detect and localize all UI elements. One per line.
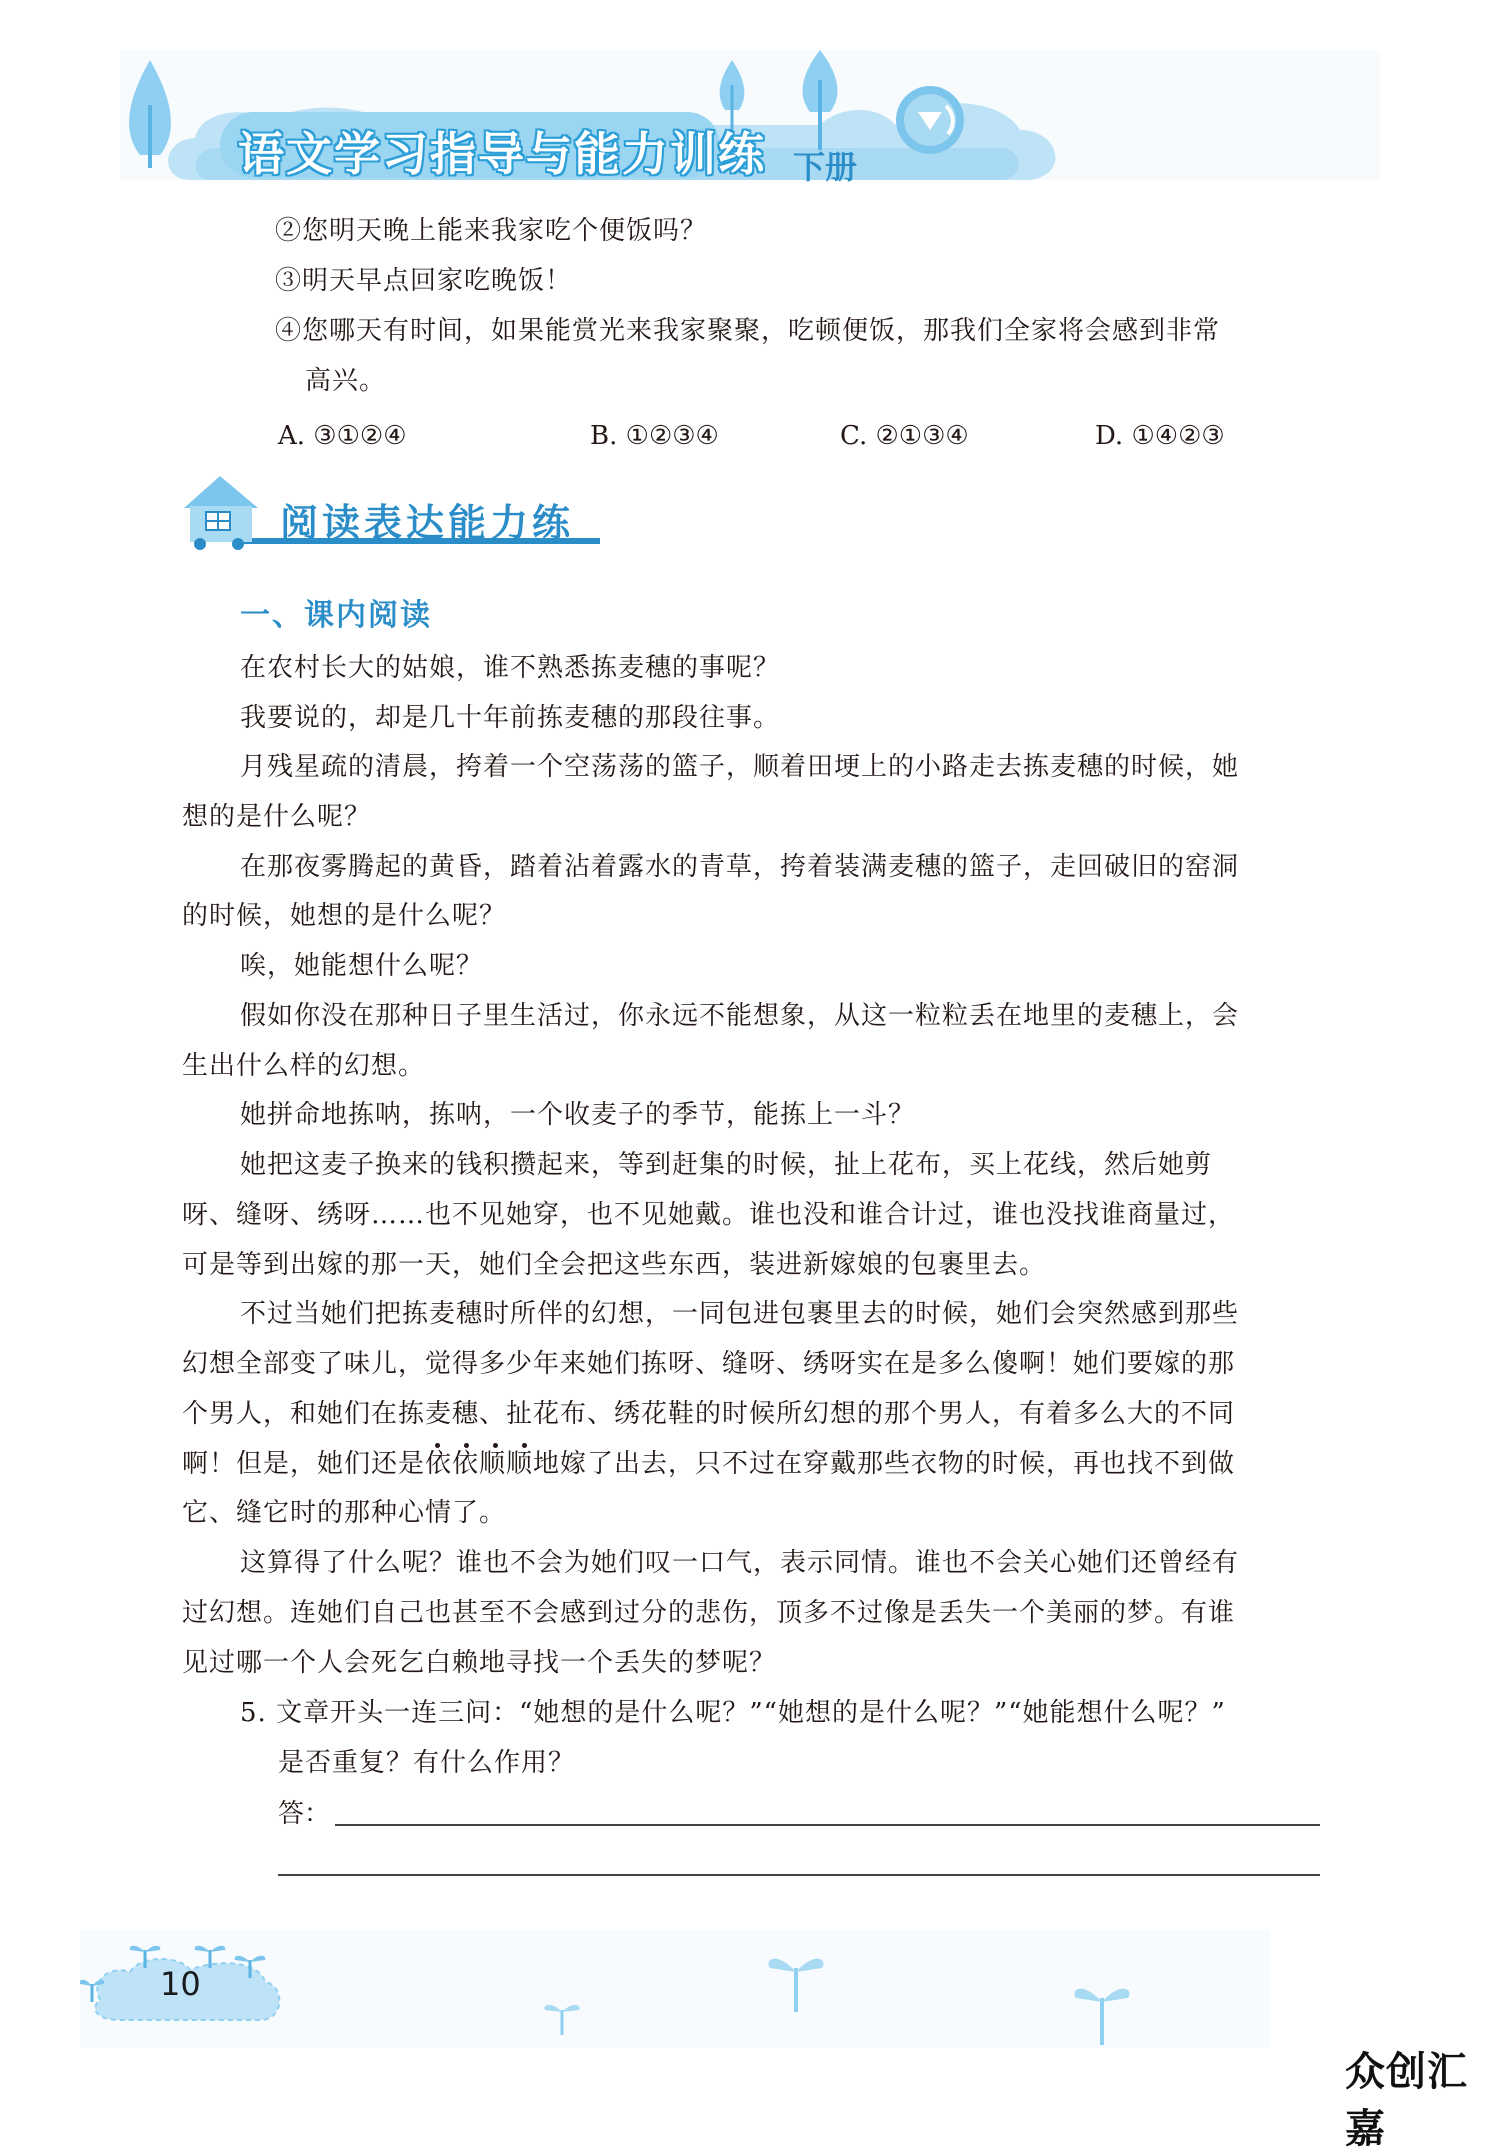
emphasized-text: 依依顺顺 (425, 1449, 534, 1479)
emphasis-dot (435, 1443, 440, 1448)
page-number: 10 (160, 1965, 201, 2003)
passage-paragraph-8-line-3: 可是等到出嫁的那一天，她们全会把这些东西，装进新嫁娘的包裹里去。 (182, 1250, 1047, 1280)
passage-paragraph-8-line-1: 她把这麦子换来的钱积攒起来，等到赶集的时候，扯上花布，买上花线，然后她剪 (240, 1150, 1213, 1180)
section-title: 阅读表达能力练 (280, 500, 575, 545)
volume-label: 下册 (793, 148, 858, 186)
passage-paragraph-9-line-4 (182, 1446, 1235, 1482)
passage-paragraph-8-line-2: 呀、缝呀、绣呀……也不见她穿，也不见她戴。谁也没和谁合计过，谁也没找谁商量过， (182, 1200, 1236, 1230)
passage-paragraph-3-line-2: 想的是什么呢？ (182, 802, 372, 832)
passage-paragraph-10-line-3: 见过哪一个人会死乞白赖地寻找一个丢失的梦呢？ (182, 1648, 777, 1678)
question-5-line-2: 是否重复？有什么作用？ (278, 1748, 576, 1778)
emphasized-phrase (425, 1449, 533, 1479)
passage-paragraph-10-line-2: 过幻想。连她们自己也甚至不会感到过分的悲伤，顶多不过像是丢失一个美丽的梦。有谁 (182, 1598, 1236, 1628)
emphasis-dot (493, 1443, 498, 1448)
passage-paragraph-9-line-1: 不过当她们把拣麦穗时所伴的幻想，一同包进包裹里去的时候，她们会突然感到那些 (240, 1299, 1240, 1329)
passage-paragraph-2: 我要说的，却是几十年前拣麦穗的那段往事。 (240, 703, 781, 733)
option-2: ②您明天晚上能来我家吃个便饭吗？ (275, 216, 708, 246)
header-banner (120, 50, 1380, 185)
choice-a: A. ③①②④ (278, 421, 407, 451)
book-title: 语文学习指导与能力训练 (238, 127, 766, 181)
answer-line-2[interactable] (278, 1874, 1320, 1876)
option-4-line-2: 高兴。 (305, 366, 387, 396)
passage-paragraph-5: 唉，她能想什么呢？ (240, 951, 484, 981)
passage-paragraph-9-line-2: 幻想全部变了味儿，觉得多少年来她们拣呀、缝呀、绣呀实在是多么傻啊！她们要嫁的那 (182, 1349, 1236, 1379)
section-banner (180, 470, 600, 552)
passage-paragraph-6-line-1: 假如你没在那种日子里生活过，你永远不能想象，从这一粒粒丢在地里的麦穗上，会 (240, 1001, 1240, 1031)
choice-c: C. ②①③④ (840, 421, 969, 451)
passage-text: 地嫁了出去，只不过在穿戴那些衣物的时候，再也找不到做 (533, 1449, 1236, 1479)
option-4-line-1: ④您哪天有时间，如果能赏光来我家聚聚，吃顿便饭，那我们全家将会感到非常 (275, 316, 1221, 346)
choice-b: B. ①②③④ (590, 421, 719, 451)
watermark-logo: 众创汇嘉 (1345, 2049, 1468, 2152)
option-3: ③明天早点回家吃晚饭！ (275, 266, 573, 296)
passage-paragraph-4-line-1: 在那夜雾腾起的黄昏，踏着沾着露水的青草，挎着装满麦穗的篮子，走回破旧的窑洞 (240, 852, 1240, 882)
passage-paragraph-10-line-1: 这算得了什么呢？谁也不会为她们叹一口气，表示同情。谁也不会关心她们还曾经有 (240, 1548, 1240, 1578)
answer-label: 答： (278, 1799, 331, 1829)
subsection-title: 一、课内阅读 (240, 598, 432, 633)
passage-paragraph-7: 她拼命地拣呐，拣呐，一个收麦子的季节，能拣上一斗？ (240, 1100, 916, 1130)
passage-paragraph-1: 在农村长大的姑娘，谁不熟悉拣麦穗的事呢？ (240, 653, 781, 683)
emphasis-dot (522, 1443, 527, 1448)
passage-paragraph-9-line-3: 个男人，和她们在拣麦穗、扯花布、绣花鞋的时候所幻想的那个男人，有着多么大的不同 (182, 1399, 1236, 1429)
choice-d: D. ①④②③ (1095, 421, 1225, 451)
emphasis-dot (464, 1443, 469, 1448)
passage-paragraph-6-line-2: 生出什么样的幻想。 (182, 1051, 426, 1081)
passage-paragraph-3-line-1: 月残星疏的清晨，挎着一个空荡荡的篮子，顺着田埂上的小路走去拣麦穗的时候，她 (240, 752, 1240, 782)
footer-sprout-graphic (80, 1920, 1270, 2050)
footer (80, 1920, 1270, 2050)
passage-paragraph-9-line-5: 它、缝它时的那种心情了。 (182, 1498, 507, 1528)
passage-text: 啊！但是，她们还是 (182, 1449, 426, 1479)
question-5-line-1: 5. 文章开头一连三问：“她想的是什么呢？”“她想的是什么呢？”“她能想什么呢？” (240, 1698, 1226, 1728)
passage-paragraph-4-line-2: 的时候，她想的是什么呢？ (182, 901, 507, 931)
answer-line-1[interactable] (335, 1824, 1320, 1826)
